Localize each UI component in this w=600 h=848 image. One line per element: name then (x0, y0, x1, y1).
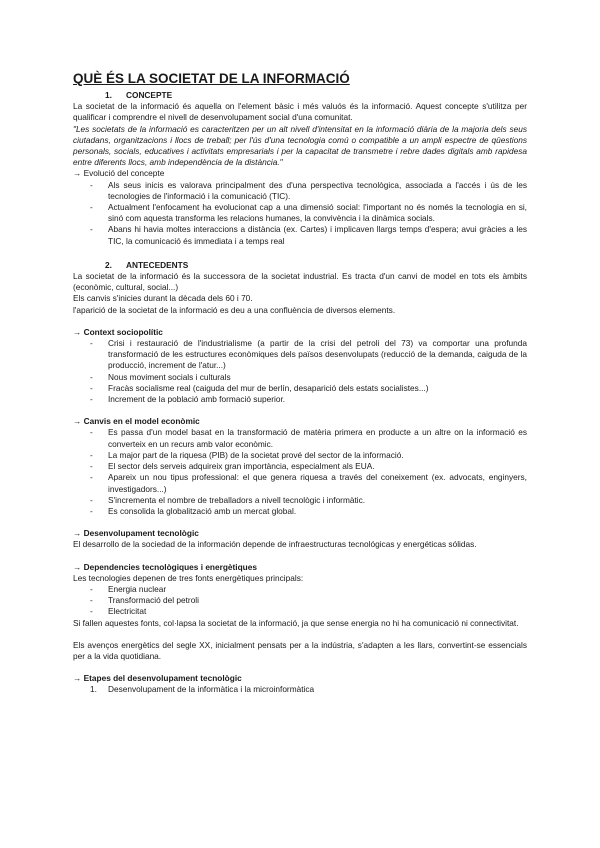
list-item: - Fracàs socialisme real (caiguda del mur de berlín, desaparició dels estats socialistes...) (90, 382, 429, 393)
list-marker: - (90, 461, 93, 472)
list-marker: - (90, 224, 93, 235)
subheading-context: → Context sociopolític (73, 326, 163, 337)
list-item: - Crisi i restauració de l'industrialisme (a partir de la crisi del petroli del 73) va comportar una profunda transformació de les estructures econòmiques dels països desenvolupats (reducció de la demanda, caiguda de la producció, increment de l'atur...) (90, 338, 527, 371)
section-heading-concepte (105, 90, 527, 101)
list-marker: - (90, 494, 93, 505)
section-title: ANTECEDENTS (126, 259, 189, 270)
list-etapes (73, 684, 527, 695)
list-item: - Nous moviment socials i culturals (90, 371, 231, 382)
list-fonts-energetiques (73, 584, 527, 618)
list-item: - Als seus inicis es valorava principalment des d'una perspectiva tecnològica, associada a l'accés i ús de les tecnologies de l'informació i la comunicació (TIC). (90, 179, 527, 201)
list-marker: - (90, 606, 93, 617)
list-item: - Transformació del petroli (90, 595, 199, 606)
document-title: QUÈ ÉS LA SOCIETAT DE LA INFORMACIÓ (73, 71, 350, 86)
section-heading-antecedents (105, 260, 527, 271)
list-evolucio (73, 180, 527, 247)
paragraph: La societat de la informació és aquella on l'element bàsic i més valuós és la informació. Aquest concepte s'utilitza per qualificar i comprendre el nivell de desenvolupament social d'una comunitat. (73, 101, 527, 123)
list-marker: - (90, 382, 93, 393)
subheading-model-economic: → Canvis en el model econòmic (73, 416, 200, 427)
list-marker: - (90, 449, 93, 460)
list-marker: - (90, 394, 93, 405)
list-marker: - (90, 583, 93, 594)
list-marker: - (90, 505, 93, 516)
subheading-desenvolupament-tecnologic: → Desenvolupament tecnològic (73, 528, 199, 539)
paragraph: La societat de la informació és la successora de la societat industrial. Es tracta d'un canvi de model en tots els àmbits (econòmic, cultural, social...) (73, 271, 527, 293)
list-item: - Es passa d'un model basat en la transformació de matèria primera en producte a un altre on la informació es converteix en un recurs amb valor econòmic. (90, 427, 527, 449)
list-item: - Increment de la població amb formació superior. (90, 394, 286, 405)
section-number: 1. (105, 90, 112, 100)
list-item: - Actualment l'enfocament ha evolucionat cap a una dimensió social: l'important no és només la tecnologia en si, sinó com aquesta transforma les relacions humanes, la convivència i la dinàmica socials. (90, 202, 527, 224)
list-marker: - (90, 371, 93, 382)
section-number: 2. (105, 259, 112, 270)
list-item: - Apareix un nou tipus professional: el que genera riquesa a través del coneixement (ex. advocats, enginyers, investigadors...) (90, 472, 527, 494)
list-item: 1. Desenvolupament de la informàtica i la microinformàtica (90, 684, 315, 695)
list-model-economic (73, 427, 527, 517)
subheading-evolucio: → Evolució del concepte (73, 168, 165, 179)
paragraph: Els avenços energètics del segle XX, inicialment pensats per a la indústria, s'adapten a les llars, convertint-se essencials per a la vida quotidiana. (73, 639, 527, 661)
list-marker: - (90, 472, 93, 483)
subheading-dependencies: → Dependencies tecnològiques i energètiques (73, 561, 257, 572)
paragraph: El desarrollo de la sociedad de la información depende de infraestructuras tecnológicas y energéticas sólidas. (73, 539, 477, 550)
list-context (73, 338, 527, 405)
list-item: - El sector dels serveis adquireix gran importància, especialment als EUA. (90, 461, 375, 472)
list-item: - Abans hi havia moltes interaccions a distància (ex. Cartes) i implicaven llargs temps d'espera; avui gràcies a les TIC, la comunicació és immediata i a temps real (90, 224, 527, 246)
list-marker: - (90, 202, 93, 213)
list-marker: - (90, 179, 93, 190)
quote-paragraph: "Les societats de la informació es caracteritzen per un alt nivell d'intensitat en la informació diària de la majoria dels seus ciutadans, organitzacions i llocs de treball; per l'ús d'una tecnologia comú o compatible a un ampli espectre de qüestions personals, socials, educatives i activitats empresarials i per la capacitat de transmetre i rebre dades digitals amb rapidesa entre diferents llocs, amb independència de la distància." (73, 123, 527, 168)
paragraph: Les tecnologies depenen de tres fonts energètiques principals: (73, 572, 304, 583)
paragraph: Si fallen aquestes fonts, col·lapsa la societat de la informació, ja que sense energia no hi ha comunicació ni connectivitat. (73, 617, 519, 628)
subheading-etapes: → Etapes del desenvolupament tecnològic (73, 673, 242, 684)
list-item: - Es consolida la globalització amb un mercat global. (90, 505, 297, 516)
list-marker: - (90, 338, 93, 349)
document-page (73, 71, 527, 696)
list-marker: - (90, 427, 93, 438)
list-marker: 1. (90, 684, 97, 695)
list-item: - La major part de la riquesa (PIB) de la societat prové del sector de la informació. (90, 449, 404, 460)
paragraph: Els canvis s'inicies durant la dècada dels 60 i 70. (73, 293, 253, 304)
paragraph: l'aparició de la societat de la informació es deu a una confluència de diversos elements. (73, 304, 396, 315)
list-item: - Electricitat (90, 606, 147, 617)
list-item: - S'incrementa el nombre de treballadors a nivell tecnològic i informàtic. (90, 494, 366, 505)
section-title: CONCEPTE (126, 90, 173, 100)
list-item: - Energia nuclear (90, 583, 167, 594)
list-marker: - (90, 595, 93, 606)
